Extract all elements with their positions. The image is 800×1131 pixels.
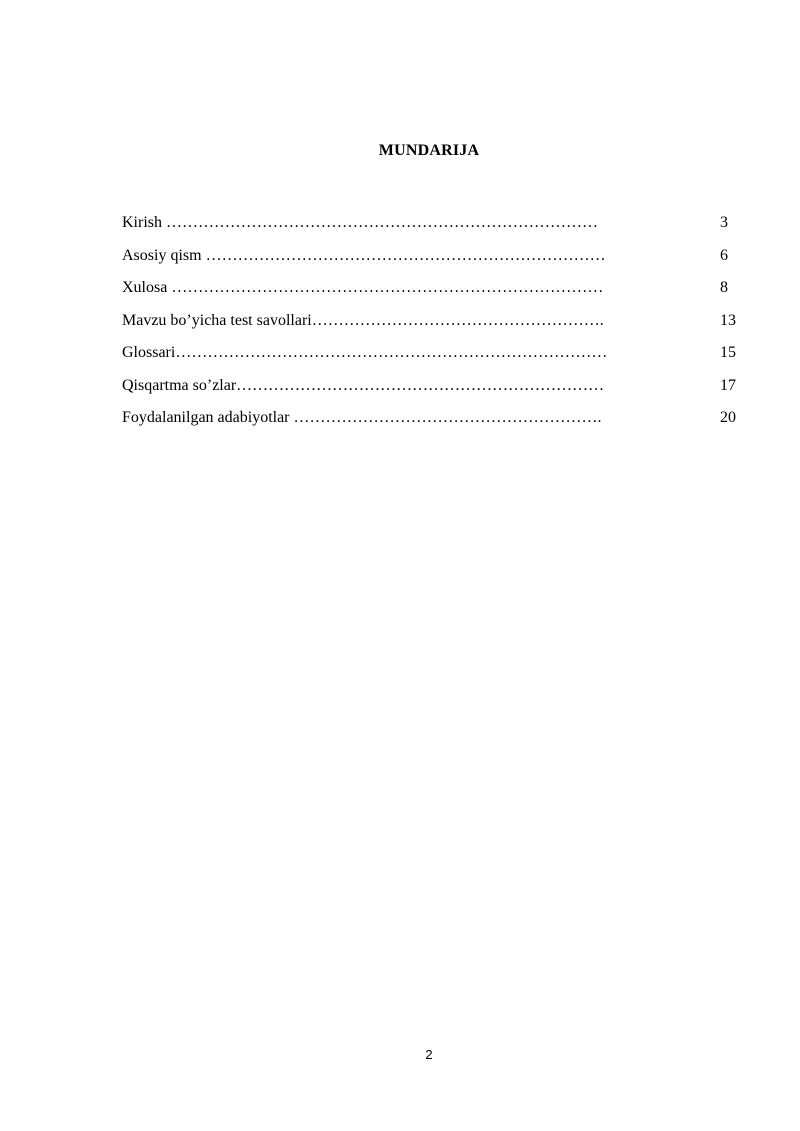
toc-entry-page: 15 <box>720 344 736 361</box>
toc-entry <box>122 245 736 278</box>
toc-entry-page: 8 <box>720 279 728 296</box>
table-of-contents <box>122 212 736 440</box>
toc-entry-page: 3 <box>720 214 728 231</box>
toc-entry-label: Foydalanilgan adabiyotlar …………………………………………………. <box>122 409 602 426</box>
toc-entry <box>122 212 736 245</box>
toc-entry <box>122 342 736 375</box>
page-title: MUNDARIJA <box>378 142 480 159</box>
toc-entry <box>122 407 736 440</box>
toc-entry-page: 20 <box>720 409 736 426</box>
toc-entry-label: Qisqartma so’zlar…………………………………………………………… <box>122 376 605 394</box>
toc-entry-label: Asosiy qism ………………………………………………………………… <box>122 246 606 264</box>
toc-entry <box>122 277 736 310</box>
toc-entry-label: Kirish ……………………………………………………………………… <box>122 214 598 231</box>
toc-entry-label: Mavzu bo’yicha test savollari………………………………………………. <box>122 311 604 329</box>
toc-entry-page: 6 <box>720 246 728 264</box>
toc-entry-page: 13 <box>720 311 736 329</box>
toc-entry-label: Glossari……………………………………………………………………… <box>122 344 608 361</box>
toc-entry <box>122 310 736 343</box>
toc-entry <box>122 375 736 408</box>
page-number: 2 <box>425 1047 433 1062</box>
toc-entry-page: 17 <box>720 376 736 394</box>
toc-entry-label: Xulosa ……………………………………………………………………… <box>122 279 604 296</box>
